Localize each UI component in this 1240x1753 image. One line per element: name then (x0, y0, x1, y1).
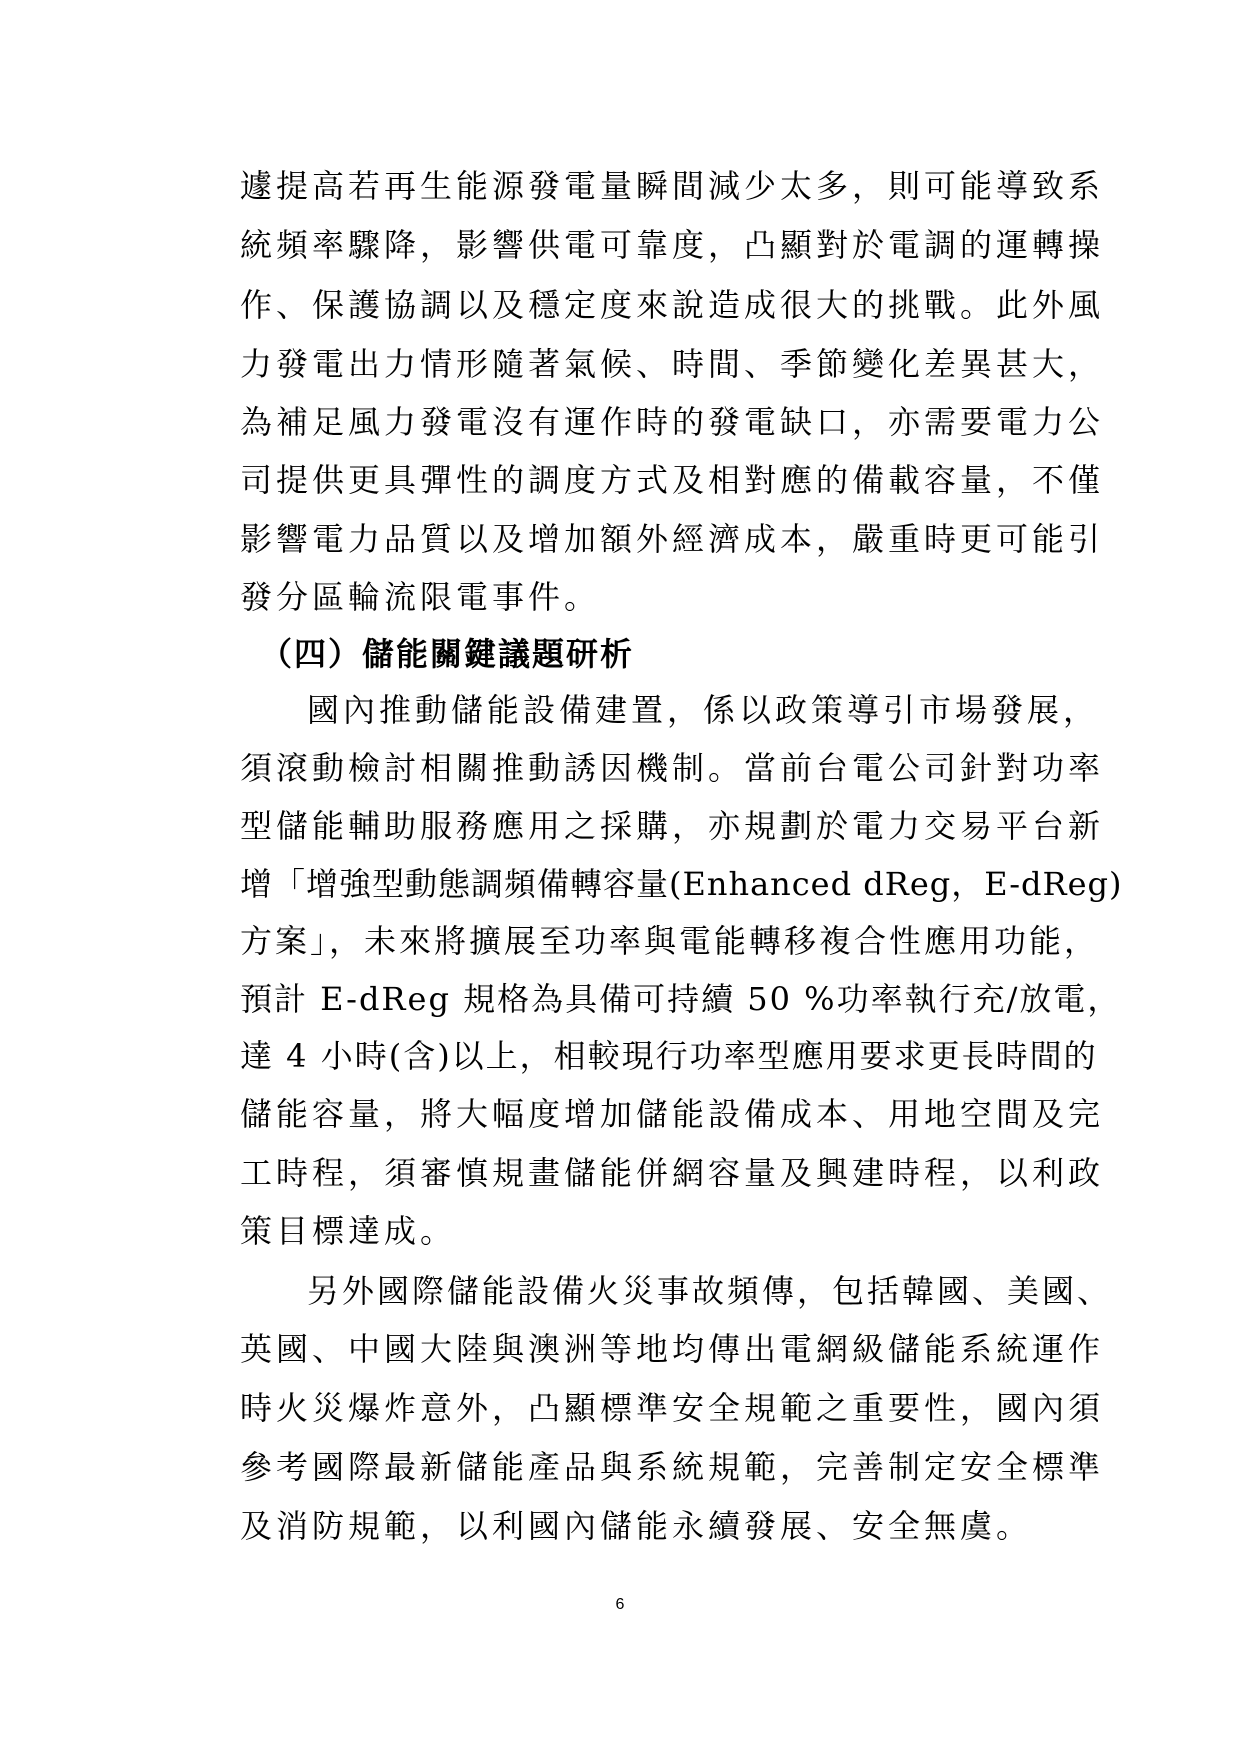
page-number: 6 (615, 1596, 625, 1613)
paragraph-2-line-10: 策目標達成。 (240, 1212, 457, 1250)
paragraph-2-line-1: 國內推動儲能設備建置，係以政策導引市場發展， (307, 691, 1100, 729)
paragraph-2-line-9: 工時程，須審慎規畫儲能併網容量及興建時程，以利政 (240, 1154, 1105, 1192)
paragraph-1-line-4: 力發電出力情形隨著氣候、時間、季節變化差異甚大， (240, 345, 1105, 383)
paragraph-2-line-4: 增「增強型動態調頻備轉容量(Enhanced dReg，E-dReg) (240, 865, 1123, 903)
paragraph-3-line-1: 另外國際儲能設備火災事故頻傳，包括韓國、美國、 (307, 1272, 1113, 1310)
paragraph-2-line-2: 須滾動檢討相關推動誘因機制。當前台電公司針對功率 (240, 749, 1105, 787)
paragraph-2-line-5: 方案」，未來將擴展至功率與電能轉移複合性應用功能， (240, 922, 1100, 960)
paragraph-1-line-1: 遽提高若再生能源發電量瞬間減少太多，則可能導致系 (240, 167, 1105, 205)
paragraph-2-line-3: 型儲能輔助服務應用之採購，亦規劃於電力交易平台新 (240, 807, 1105, 845)
paragraph-3-line-5: 及消防規範，以利國內儲能永續發展、安全無虞。 (240, 1507, 1033, 1545)
paragraph-1-line-7: 影響電力品質以及增加額外經濟成本，嚴重時更可能引 (240, 520, 1105, 558)
paragraph-2-line-6: 預計 E-dReg 規格為具備可持續 50 %功率執行充/放電， (240, 980, 1122, 1018)
paragraph-1-line-5: 為補足風力發電沒有運作時的發電缺口，亦需要電力公 (240, 403, 1105, 441)
paragraph-2-line-8: 儲能容量，將大幅度增加儲能設備成本、用地空間及完 (240, 1095, 1105, 1133)
section-heading: （四）儲能關鍵議題研析 (260, 635, 635, 673)
paragraph-1-line-8: 發分區輪流限電事件。 (240, 578, 601, 616)
paragraph-1-line-2: 統頻率驟降，影響供電可靠度，凸顯對於電調的運轉操 (240, 226, 1105, 264)
paragraph-2-line-7: 達 4 小時(含)以上，相較現行功率型應用要求更長時間的 (240, 1037, 1098, 1075)
paragraph-1-line-6: 司提供更具彈性的調度方式及相對應的備載容量，不僅 (240, 461, 1105, 499)
paragraph-3-line-2: 英國、中國大陸與澳洲等地均傳出電網級儲能系統運作 (240, 1330, 1105, 1368)
paragraph-3-line-4: 參考國際最新儲能產品與系統規範，完善制定安全標準 (240, 1448, 1105, 1486)
paragraph-1-line-3: 作、保護協調以及穩定度來說造成很大的挑戰。此外風 (240, 286, 1105, 324)
paragraph-3-line-3: 時火災爆炸意外，凸顯標準安全規範之重要性，國內須 (240, 1389, 1105, 1427)
